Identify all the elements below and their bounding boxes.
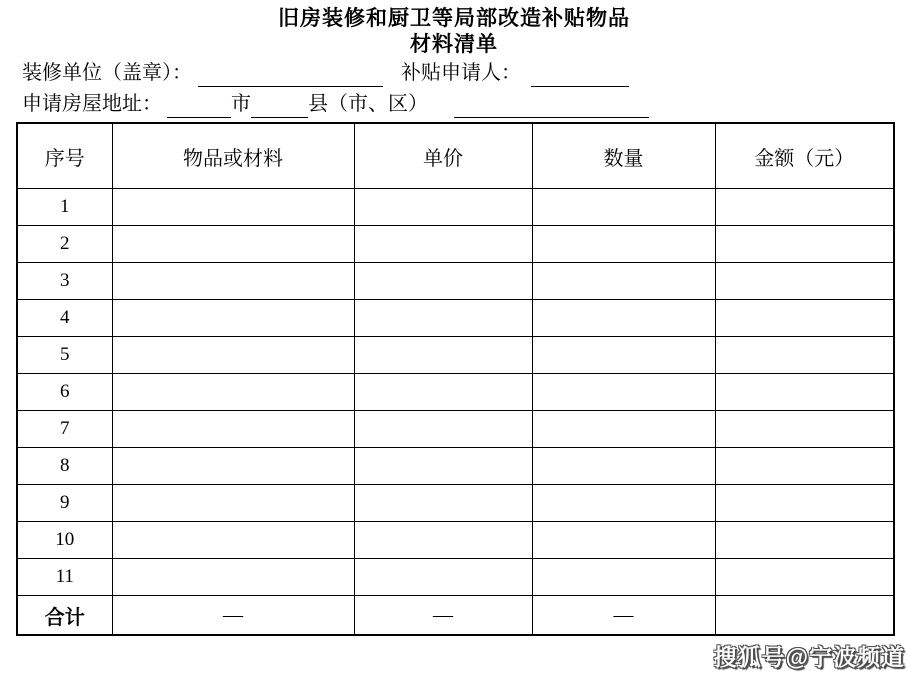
item-cell bbox=[112, 337, 354, 374]
table-row bbox=[17, 374, 894, 411]
row-number-cell: 6 bbox=[17, 374, 112, 411]
unit-price-cell bbox=[354, 374, 532, 411]
total-label-cell: 合计 bbox=[17, 596, 112, 636]
form-line-unit-applicant bbox=[22, 60, 629, 87]
row-number-cell: 11 bbox=[17, 559, 112, 596]
table-row bbox=[17, 189, 894, 226]
row-number-cell: 2 bbox=[17, 226, 112, 263]
unit-price-cell bbox=[354, 226, 532, 263]
row-number-cell: 4 bbox=[17, 300, 112, 337]
quantity-cell bbox=[532, 263, 715, 300]
quantity-cell bbox=[532, 374, 715, 411]
item-cell: — bbox=[112, 596, 354, 636]
amount-cell bbox=[715, 263, 894, 300]
amount-cell bbox=[715, 485, 894, 522]
item-cell bbox=[112, 226, 354, 263]
row-number-cell: 5 bbox=[17, 337, 112, 374]
unit-price-cell bbox=[354, 448, 532, 485]
document-title-line2: 材料清单 bbox=[410, 32, 498, 56]
item-cell bbox=[112, 189, 354, 226]
col-header-unit-price: 单价 bbox=[354, 123, 532, 189]
county-blank-field bbox=[251, 93, 308, 118]
unit-price-cell: — bbox=[354, 596, 532, 636]
quantity-cell bbox=[532, 448, 715, 485]
quantity-cell bbox=[532, 559, 715, 596]
row-number-cell: 9 bbox=[17, 485, 112, 522]
item-cell bbox=[112, 485, 354, 522]
amount-cell bbox=[715, 596, 894, 636]
quantity-cell bbox=[532, 337, 715, 374]
city-suffix-label: 市 bbox=[231, 93, 251, 115]
quantity-cell bbox=[532, 226, 715, 263]
table-row bbox=[17, 411, 894, 448]
table-header-row bbox=[17, 123, 894, 189]
renovation-unit-blank-field bbox=[198, 62, 383, 87]
amount-cell bbox=[715, 189, 894, 226]
amount-cell bbox=[715, 226, 894, 263]
address-label: 申请房屋地址： bbox=[22, 93, 162, 115]
table-row bbox=[17, 559, 894, 596]
quantity-cell bbox=[532, 485, 715, 522]
col-header-quantity: 数量 bbox=[532, 123, 715, 189]
table-total-row bbox=[17, 596, 894, 636]
amount-cell bbox=[715, 522, 894, 559]
row-number-cell: 10 bbox=[17, 522, 112, 559]
unit-price-cell bbox=[354, 337, 532, 374]
item-cell bbox=[112, 522, 354, 559]
quantity-cell bbox=[532, 411, 715, 448]
quantity-cell bbox=[532, 522, 715, 559]
table-row bbox=[17, 263, 894, 300]
materials-table bbox=[16, 122, 895, 636]
applicant-label: 补贴申请人： bbox=[401, 62, 521, 84]
table-row bbox=[17, 226, 894, 263]
amount-cell bbox=[715, 374, 894, 411]
unit-price-cell bbox=[354, 485, 532, 522]
item-cell bbox=[112, 411, 354, 448]
table-row bbox=[17, 522, 894, 559]
unit-price-cell bbox=[354, 522, 532, 559]
amount-cell bbox=[715, 411, 894, 448]
quantity-cell: — bbox=[532, 596, 715, 636]
item-cell bbox=[112, 448, 354, 485]
amount-cell bbox=[715, 300, 894, 337]
row-number-cell: 7 bbox=[17, 411, 112, 448]
item-cell bbox=[112, 559, 354, 596]
item-cell bbox=[112, 300, 354, 337]
unit-price-cell bbox=[354, 559, 532, 596]
table-row bbox=[17, 300, 894, 337]
unit-price-cell bbox=[354, 189, 532, 226]
table-row bbox=[17, 337, 894, 374]
document-title-line1: 旧房装修和厨卫等局部改造补贴物品 bbox=[278, 6, 630, 30]
unit-price-cell bbox=[354, 300, 532, 337]
address-detail-blank-field bbox=[454, 93, 649, 118]
item-cell bbox=[112, 374, 354, 411]
watermark-sohu: 搜狐号@宁波频道 bbox=[713, 644, 905, 670]
table-row bbox=[17, 448, 894, 485]
quantity-cell bbox=[532, 300, 715, 337]
applicant-blank-field bbox=[531, 62, 629, 87]
unit-price-cell bbox=[354, 411, 532, 448]
row-number-cell: 3 bbox=[17, 263, 112, 300]
row-number-cell: 8 bbox=[17, 448, 112, 485]
col-header-item: 物品或材料 bbox=[112, 123, 354, 189]
item-cell bbox=[112, 263, 354, 300]
col-header-amount: 金额（元） bbox=[715, 123, 894, 189]
county-suffix-label: 县（市、区） bbox=[308, 93, 428, 115]
form-line-address bbox=[22, 91, 649, 118]
amount-cell bbox=[715, 337, 894, 374]
city-blank-field bbox=[167, 93, 231, 118]
renovation-unit-label: 装修单位（盖章）： bbox=[22, 62, 192, 84]
amount-cell bbox=[715, 448, 894, 485]
unit-price-cell bbox=[354, 263, 532, 300]
amount-cell bbox=[715, 559, 894, 596]
row-number-cell: 1 bbox=[17, 189, 112, 226]
table-row bbox=[17, 485, 894, 522]
col-header-index: 序号 bbox=[17, 123, 112, 189]
quantity-cell bbox=[532, 189, 715, 226]
